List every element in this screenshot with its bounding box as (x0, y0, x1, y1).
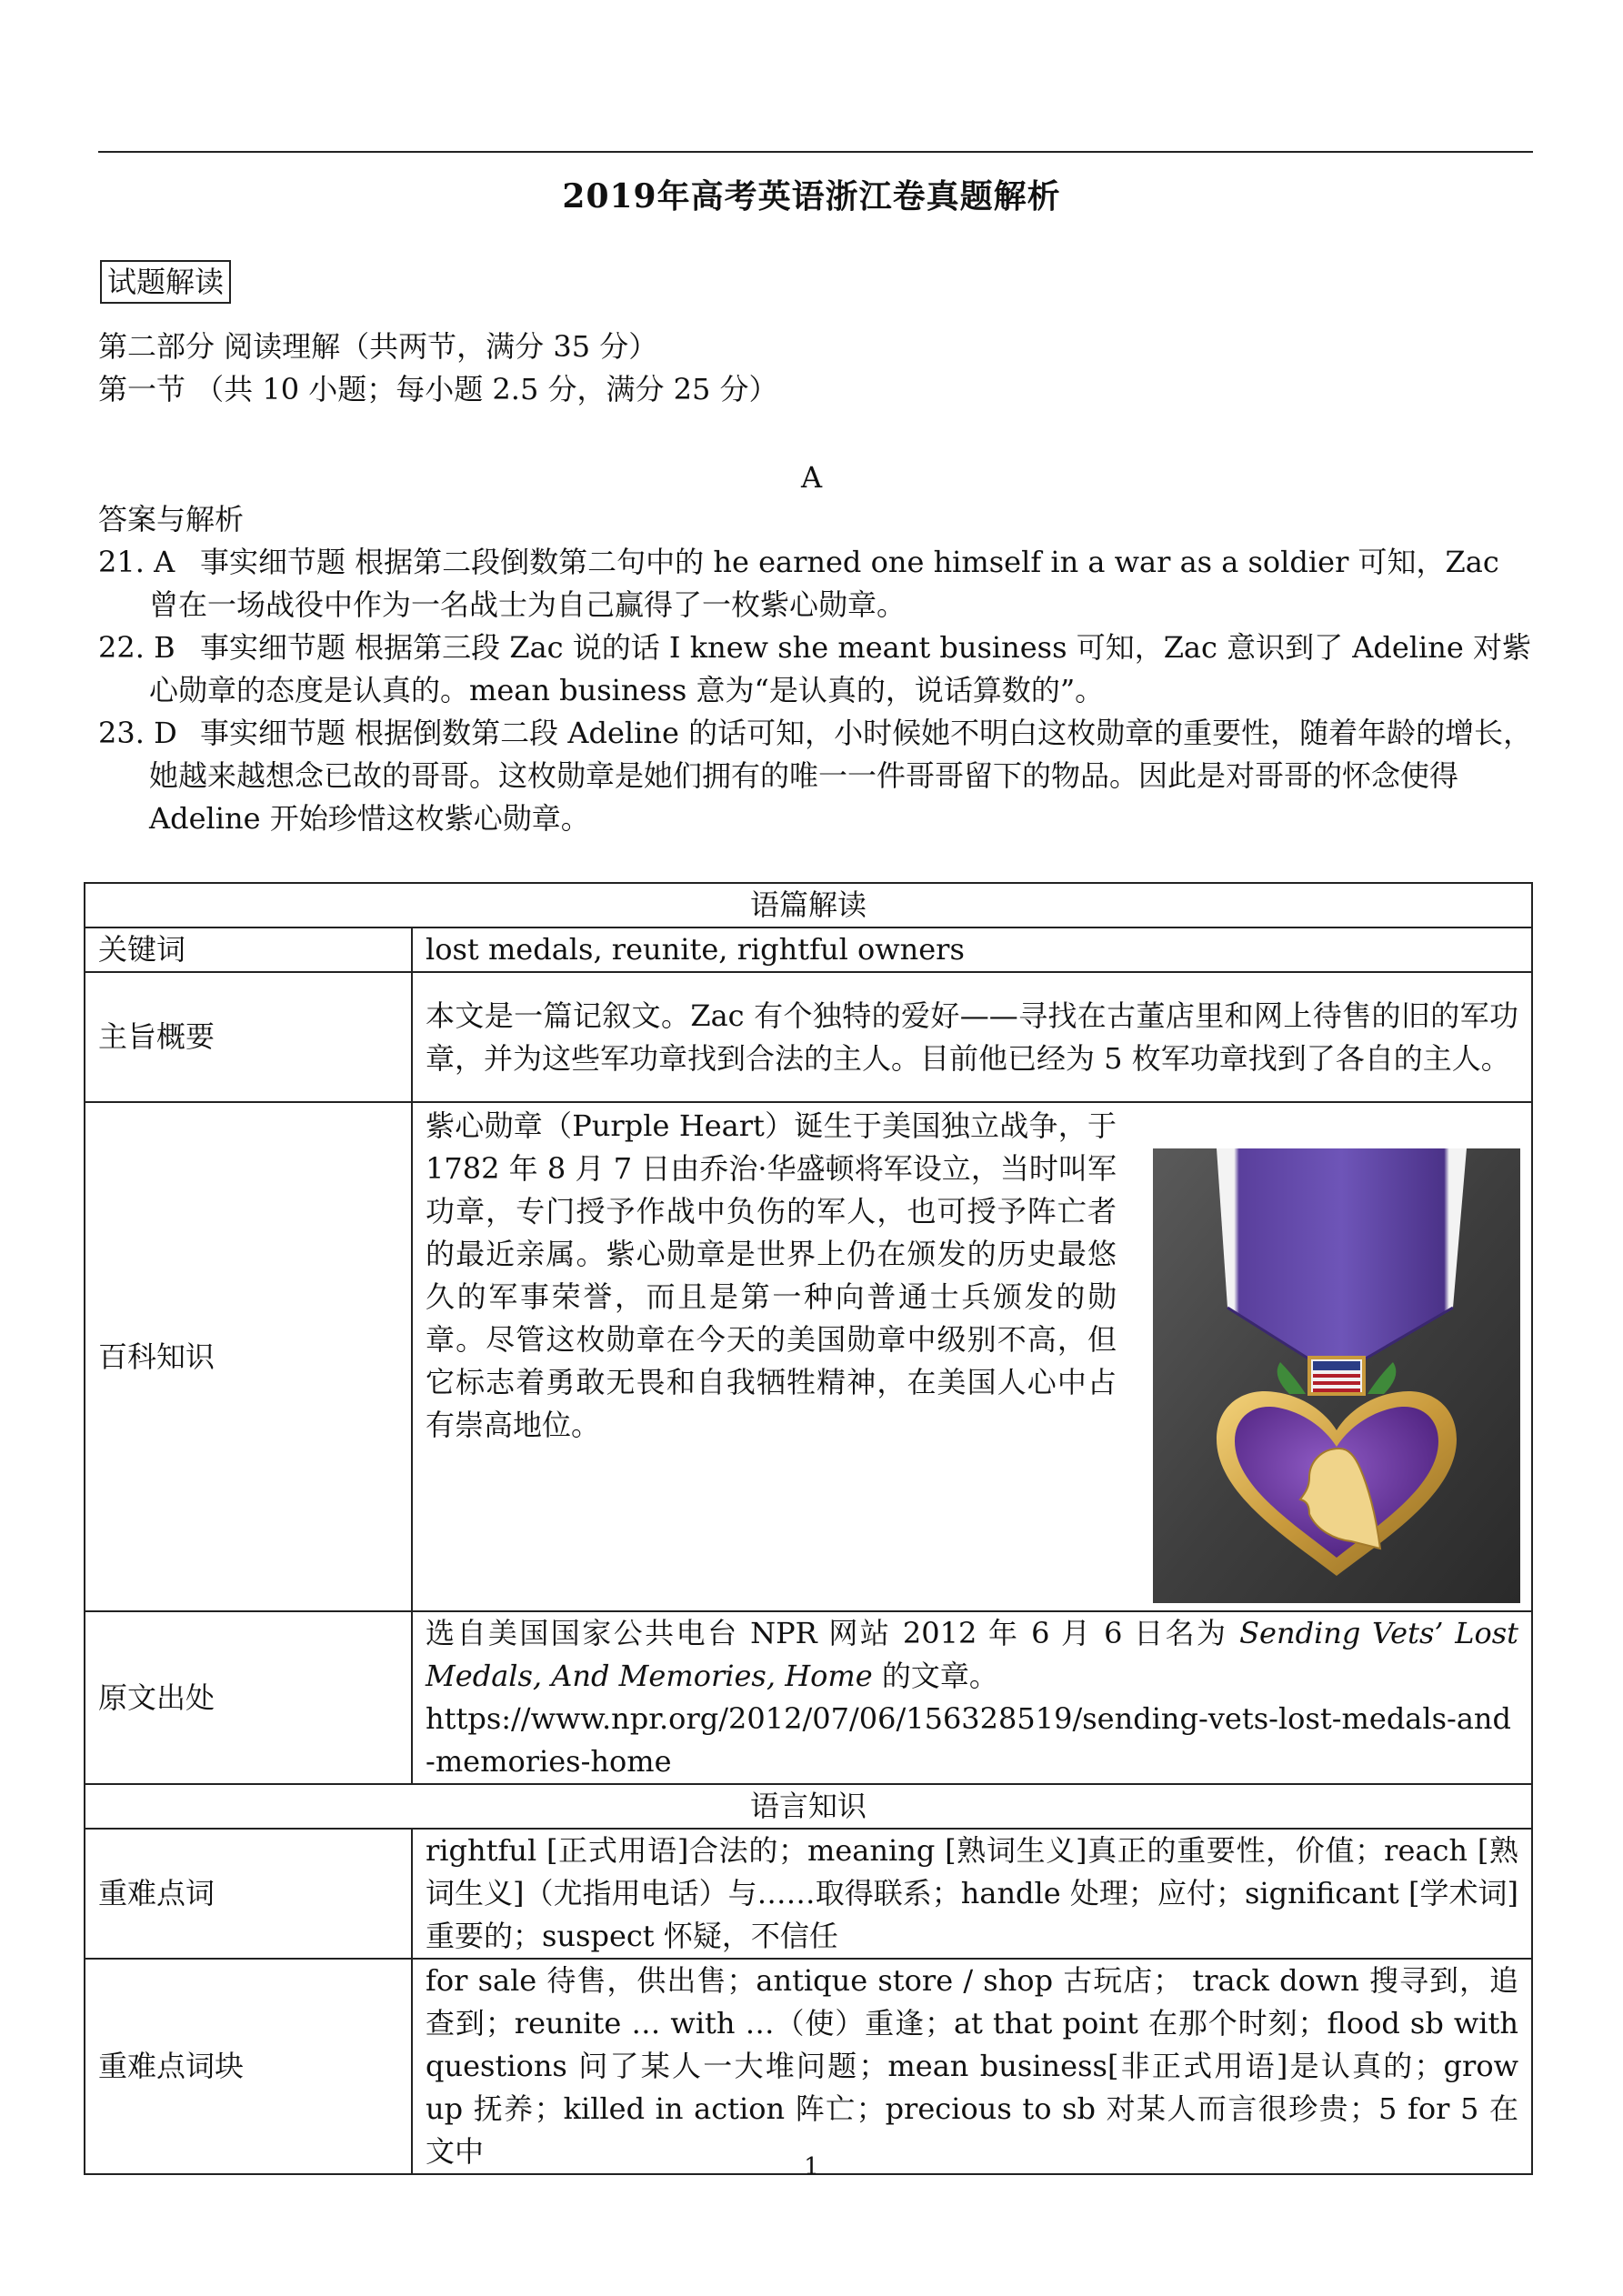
keywords-cell: lost medals, reunite, rightful owners (412, 927, 1532, 972)
answer-item-23 (98, 712, 1533, 840)
table-header-passage: 语篇解读 (85, 883, 1532, 927)
row-label-keywords: 关键词 (85, 927, 412, 972)
analysis-table (84, 882, 1533, 2175)
answer-item-22 (98, 627, 1533, 712)
section-heading-boxed: 试题解读 (100, 260, 231, 304)
answer-number: 22. B (98, 630, 175, 665)
table-header-language: 语言知识 (85, 1784, 1532, 1829)
section-line: 第一节 （共 10 小题；每小题 2.5 分，满分 25 分） (98, 372, 778, 406)
row-label-encyclopedia: 百科知识 (85, 1102, 412, 1611)
page-number: 1 (804, 2153, 819, 2181)
answer-item-21 (98, 541, 1533, 627)
answer-number: 21. A (98, 545, 175, 579)
row-label-source: 原文出处 (85, 1611, 412, 1784)
source-article-title: Sending Vets’ Lost Medals, And Memories, Home (426, 1616, 1518, 1693)
encyclopedia-cell (412, 1102, 1532, 1611)
answer-text: 事实细节题 根据倒数第二段 Adeline 的话可知，小时候她不明白这枚勋章的重要性，随着年龄的增长，她越来越想念已故的哥哥。这枚勋章是她们拥有的唯一一件哥哥留下的物品。因此是对哥哥的怀念使得 Adeline 开始珍惜这枚紫心勋章。 (149, 716, 1533, 836)
row-label-words: 重难点词 (85, 1829, 412, 1959)
answer-text: 事实细节题 根据第三段 Zac 说的话 I knew she meant business 可知，Zac 意识到了 Adeline 对紫心勋章的态度是认真的。mean business 意为“是认真的，说话算数的”。 (149, 630, 1531, 707)
passage-label: A (800, 460, 823, 495)
words-cell: rightful [正式用语]合法的；meaning [熟词生义]真正的重要性，价值；reach [熟词生义]（尤指用电话）与……取得联系；handle 处理；应付；significant [学术词]重要的；suspect 怀疑，不信任 (412, 1829, 1532, 1959)
purple-heart-medal-image (1153, 1148, 1520, 1603)
source-suffix: 的文章。 (872, 1659, 998, 1693)
answers-heading: 答案与解析 (98, 502, 245, 536)
answer-text: 事实细节题 根据第二段倒数第二句中的 he earned one himself in a war as a soldier 可知，Zac 曾在一场战役中作为一名战士为自己赢得了一枚紫心勋章。 (149, 545, 1499, 622)
top-rule (98, 151, 1533, 153)
source-prefix: 选自美国国家公共电台 NPR 网站 2012 年 6 月 6 日名为 (426, 1616, 1240, 1650)
answer-number: 23. D (98, 716, 177, 750)
row-label-summary: 主旨概要 (85, 972, 412, 1102)
source-url-link[interactable]: https://www.npr.org/2012/07/06/156328519/sending-vets-lost-medals-and-memories-home (426, 1701, 1512, 1779)
source-cell (412, 1611, 1532, 1784)
page-title: 2019年高考英语浙江卷真题解析 (562, 177, 1061, 216)
summary-cell: 本文是一篇记叙文。Zac 有个独特的爱好——寻找在古董店里和网上待售的旧的军功章，并为这些军功章找到合法的主人。目前他已经为 5 枚军功章找到了各自的主人。 (412, 972, 1532, 1102)
encyclopedia-text: 紫心勋章（Purple Heart）诞生于美国独立战争，于 1782 年 8 月 7 日由乔治·华盛顿将军设立，当时叫军功章，专门授予作战中负伤的军人，也可授予阵亡者的最近亲属。紫心勋章是世界上仍在颁发的历史最悠久的军事荣誉，而且是第一种向普通士兵颁发的勋章。尽管这枚勋章在今天的美国勋章中级别不高，但它标志着勇敢无畏和自我牺牲精神，在美国人心中占有崇高地位。 (426, 1108, 1117, 1442)
phrases-cell: for sale 待售，供出售；antique store / shop 古玩店； track down 搜寻到，追查到；reunite … with …（使）重逢；at that point 在那个时刻；flood sb with questions 问了某人一大堆问题；mean business[非正式用语]是认真的；grow up 抚养；killed in action 阵亡；precious to sb 对某人而言很珍贵；5 for 5 在文中 (412, 1959, 1532, 2174)
row-label-phrases: 重难点词块 (85, 1959, 412, 2174)
part-line: 第二部分 阅读理解（共两节，满分 35 分） (98, 329, 658, 364)
